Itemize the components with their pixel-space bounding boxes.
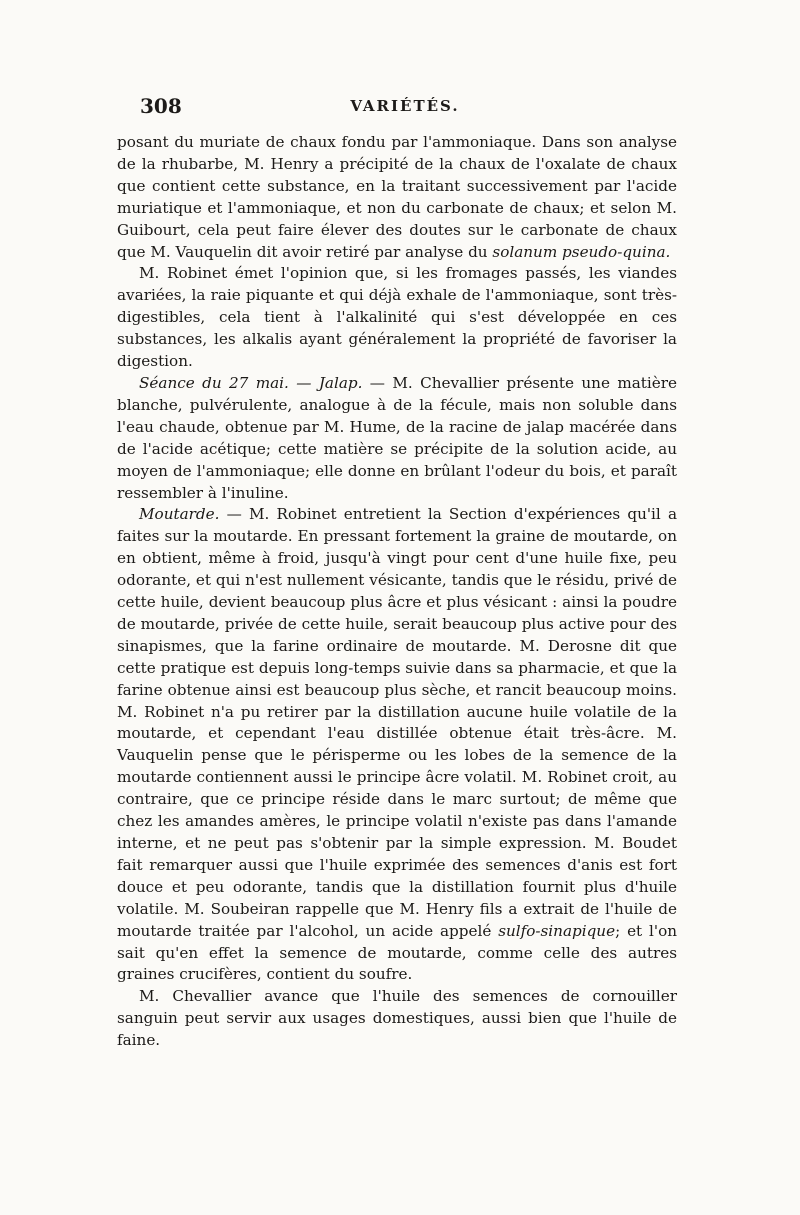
paragraph-4-text: — M. Robinet entretient la Section d'expériences qu'il a faites sur la moutarde. En pressant fortement la graine de moutarde, on en obtient, même à froid, jusqu'à vingt pour cent d'une huile fixe, peu odorante, et qui n'est nullement vésicante, tandis que le résidu, privé de cette huile, devient beaucoup plus âcre et plus vésicant : ainsi la poudre de moutarde, privée de cette huile, serait beaucoup plus active pour des sinapismes, que la farine ordinaire de moutarde. M. Derosne dit que cette pratique est depuis long-temps suivie dans sa pharmacie, et que la farine obtenue ainsi est beaucoup plus sèche, et rancit beaucoup moins. M. Robinet n'a pu retirer par la distillation aucune huile volatile de la moutarde, et cependant l'eau distillée obtenue était très-âcre. M. Vauquelin pense que le périsperme ou les lobes de la semence de la moutarde contiennent aussi le principe âcre volatil. M. Robinet croit, au contraire, que ce principe réside dans le marc surtout; de même que chez les amandes amères, le principe volatil n'existe pas dans l'amande interne, et ne peut pas s'obtenir par la simple expression. M. Boudet fait remarquer aussi que l'huile exprimée des semences d'anis est fort douce et peu odorante, tandis que la distillation fournit plus d'huile volatile. M. Soubeiran rappelle que M. Henry fils a extrait de l'huile de moutarde traitée par l'alcohol, un acide appelé xyxy=(117,505,677,940)
page-body xyxy=(117,132,677,1052)
paragraph-3-italic-lead: Séance du 27 mai. — Jalap. xyxy=(139,373,363,392)
paragraph-2-text: M. Robinet émet l'opinion que, si les fromages passés, les viandes avariées, la raie piquante et qui déjà exhale de l'ammoniaque, sont très-digestibles, cela tient à l'alkalinité qui s'est développée en ces substances, les alkalis ayant généralement la propriété de favoriser la digestion. xyxy=(117,264,677,371)
running-title: VARIÉTÉS. xyxy=(350,97,460,115)
paragraph-4 xyxy=(117,504,677,986)
paragraph-4-italic-lead: Moutarde. xyxy=(139,505,220,524)
paragraph-4-italic-mid: sulfo-sinapique xyxy=(498,921,616,940)
paragraph-4-text-after: ; et l'on sait qu'en effet la semence de moutarde, comme celle des autres graines crucifères, contient du soufre. xyxy=(117,921,677,984)
paragraph-1-text: posant du muriate de chaux fondu par l'ammoniaque. Dans son analyse de la rhubarbe, M. Henry a précipité de la chaux de l'oxalate de chaux que contient cette substance, en la traitant successivement par l'acide muriatique et l'ammoniaque, et non du carbonate de chaux; et selon M. Guibourt, cela peut faire élever des doutes sur le carbonate de chaux que M. Vauquelin dit avoir retiré par analyse du xyxy=(117,133,677,261)
paragraph-3 xyxy=(117,373,677,504)
page-header xyxy=(140,94,670,122)
paragraph-3-text: — M. Chevallier présente une matière blanche, pulvérulente, analogue à de la fécule, mais non soluble dans l'eau chaude, obtenue par M. Hume, de la racine de jalap macérée dans de l'acide acétique; cette matière se précipite de la solution acide, au moyen de l'ammoniaque; elle donne en brûlant l'odeur du bois, et paraît ressembler à l'inuline. xyxy=(117,373,677,502)
paragraph-1-italic-tail: solanum pseudo-quina. xyxy=(492,242,671,261)
paragraph-5-text: M. Chevallier avance que l'huile des semences de cornouiller sanguin peut servir aux usages domestiques, aussi bien que l'huile de faine. xyxy=(117,987,677,1050)
paragraph-1 xyxy=(117,132,677,263)
page-number: 308 xyxy=(140,94,182,118)
paragraph-2 xyxy=(117,263,677,373)
paragraph-5 xyxy=(117,986,677,1052)
